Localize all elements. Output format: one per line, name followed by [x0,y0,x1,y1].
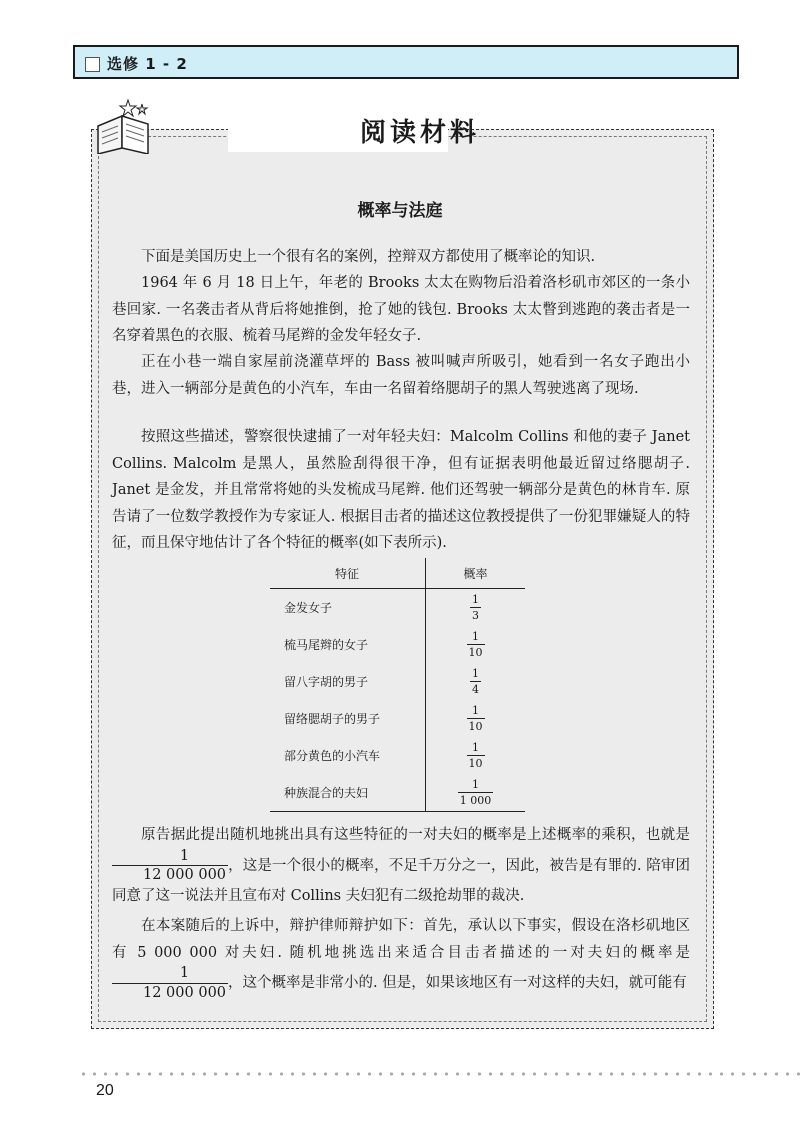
feature-cell: 种族混合的夫妇 [270,774,426,812]
table-row [270,774,525,812]
feature-cell: 梳马尾辫的女子 [270,626,426,663]
table-row [270,700,525,737]
section-header-bar [73,45,739,79]
table-row [270,663,525,700]
probability-fraction: $\frac{1}{10}$ [468,704,483,733]
probability-fraction: $\frac{1}{1 000}$ [459,778,492,807]
fraction-one-in-twelve-million: $\frac{1}{12 000 000}$ [112,849,228,883]
paragraph-incident: 1964 年 6 月 18 日上午，年老的 Brooks 太太在购物后沿着洛杉矶市郊区的一条小巷回家. 一名袭击者从背后将她推倒，抢了她的钱包. Brooks 太太瞥到逃跑的袭击者是一名穿着黑色的衣服、梳着马尾辫的金发年轻女子. [112,275,690,344]
page-number: 20 [96,1082,114,1099]
section-label: 选修 1 - 2 [107,55,188,73]
table-row [270,589,525,627]
probability-fraction: $\frac{1}{10}$ [468,741,483,770]
paragraph-prosecution: 原告据此提出随机地挑出具有这些特征的一对夫妇的概率是上述概率的乘积，也就是 $\frac{1}{12 000 000}$ ，这是一个很小的概率，不足千万分之一，因此，被告是有罪的. 陪审团同意了这一说法并且宣布对 Collins 夫妇犯有二级抢劫罪的裁决. [112,827,690,904]
probability-fraction: $\frac{1}{4}$ [472,667,479,696]
probability-fraction: $\frac{1}{10}$ [468,630,483,659]
feature-cell: 留络腮胡子的男子 [270,700,426,737]
footer-dotted-rule [78,1072,800,1076]
table-header-probability: 概率 [426,558,526,589]
paragraph-intro: 下面是美国历史上一个很有名的案例，控辩双方都使用了概率论的知识. [141,249,596,265]
open-book-icon [92,96,156,154]
paragraph-defense: 在本案随后的上诉中，辩护律师辩护如下：首先，承认以下事实，假设在洛杉矶地区有 5 000 000 对夫妇. 随机地挑选出来适合目击者描述的一对夫妇的概率是 $\frac{1}{12 000 000}$ ，这个概率是非常小的. 但是，如果该地区有一对这样的夫妇，就可能有 [112,918,690,1001]
banner-title: 阅读材料 [360,118,481,148]
paragraph-witness: 正在小巷一端自家屋前浇灌草坪的 Bass 被叫喊声所吸引，她看到一名女子跑出小巷，进入一辆部分是黄色的小汽车，车由一名留着络腮胡子的黑人驾驶逃离了现场. [112,354,690,397]
article-title: 概率与法庭 [357,201,443,221]
fraction-one-in-twelve-million: $\frac{1}{12 000 000}$ [112,966,228,1000]
table-row [270,626,525,663]
paragraph-arrest: 按照这些描述，警察很快逮捕了一对年轻夫妇：Malcolm Collins 和他的妻子 Janet Collins. Malcolm 是黑人，虽然脸刮得很干净，但有证据表明他最近留过络腮胡子. Janet 是金发，并且常常将她的头发梳成马尾辫. 他们还驾驶一辆部分是黄色的林肯车. 原告请了一位数学教授作为专家证人. 根据目击者的描述这位教授提供了一份犯罪嫌疑人的特征，而且保守地估计了各个特征的概率(如下表所示). [112,429,690,551]
table-row [270,737,525,774]
feature-cell: 部分黄色的小汽车 [270,737,426,774]
feature-cell: 金发女子 [270,589,426,627]
feature-probability-table [270,558,525,812]
probability-fraction: $\frac{1}{3}$ [472,593,479,622]
feature-cell: 留八字胡的男子 [270,663,426,700]
square-icon [85,57,100,72]
table-header-feature: 特征 [270,558,426,589]
